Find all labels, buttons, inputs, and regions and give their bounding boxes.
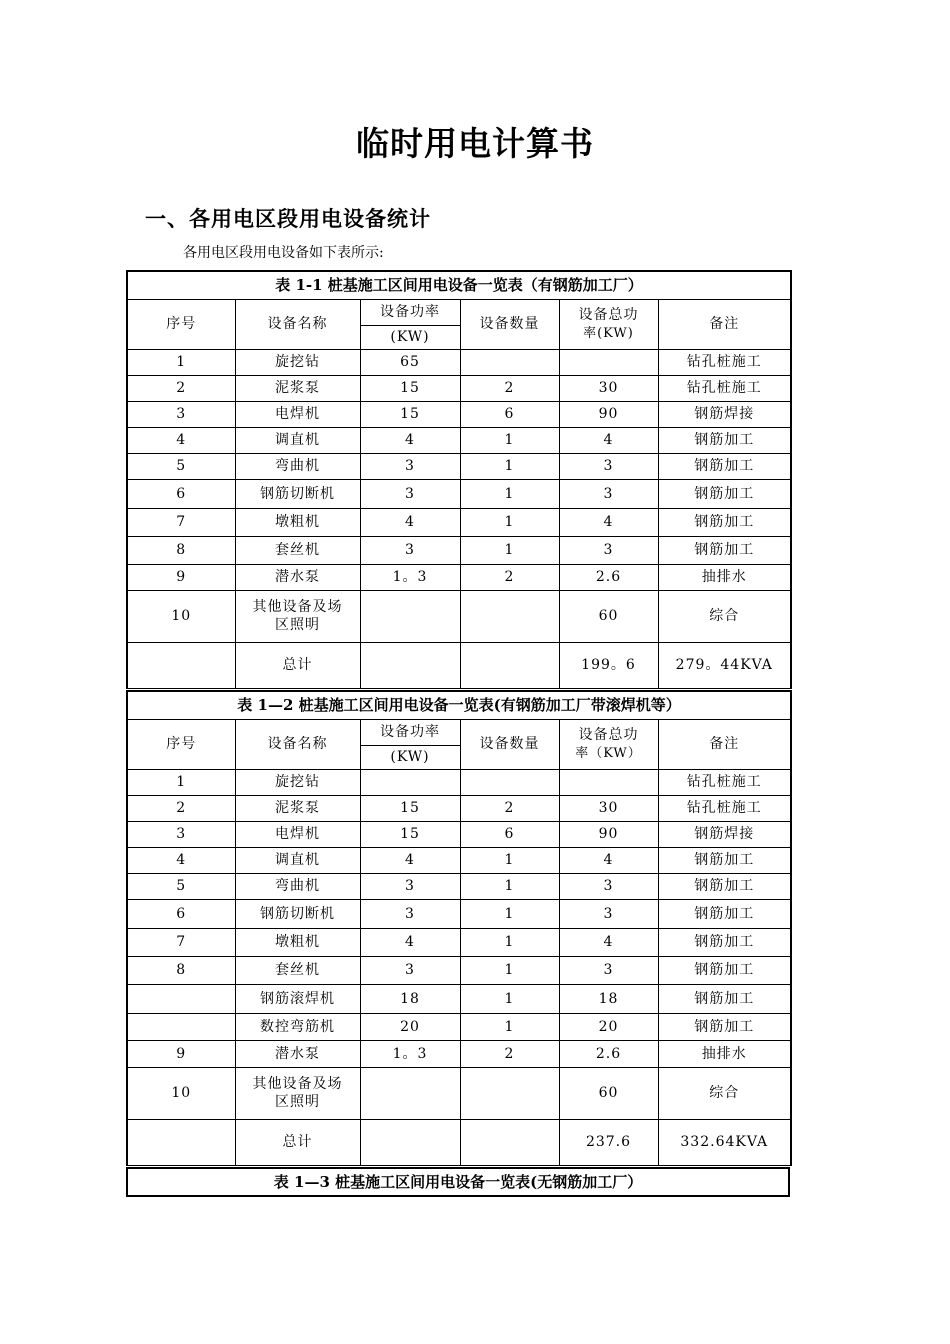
sum-label: 总计 <box>235 1119 360 1165</box>
cell-name: 套丝机 <box>235 536 360 564</box>
cell-power: 3 <box>360 956 460 984</box>
table-row <box>127 821 791 847</box>
cell-note: 钻孔桩施工 <box>658 349 791 375</box>
cell-name: 旋挖钻 <box>235 769 360 795</box>
table-row <box>127 956 791 984</box>
cell-name: 弯曲机 <box>235 873 360 899</box>
cell-note: 钢筋加工 <box>658 956 791 984</box>
cell-seq: 7 <box>127 928 235 956</box>
cell-power: 3 <box>360 536 460 564</box>
table-caption: 表 1—3 桩基施工区间用电设备一览表(无钢筋加工厂） <box>127 1168 789 1196</box>
table-row <box>127 349 791 375</box>
cell-power: 1。3 <box>360 1040 460 1067</box>
cell-seq: 6 <box>127 479 235 508</box>
cell-total: 18 <box>559 984 658 1013</box>
cell-name: 潜水泵 <box>235 564 360 590</box>
table-caption: 表 1—2 桩基施工区间用电设备一览表(有钢筋加工厂带滚焊机等） <box>127 691 791 719</box>
cell-power: 3 <box>360 453 460 479</box>
cell-note: 钢筋加工 <box>658 1013 791 1040</box>
cell-power: 4 <box>360 928 460 956</box>
cell-power: 3 <box>360 479 460 508</box>
cell-seq: 2 <box>127 375 235 401</box>
cell-note: 综合 <box>658 1067 791 1119</box>
cell-power: 15 <box>360 821 460 847</box>
cell-power <box>360 642 460 688</box>
cell-seq: 5 <box>127 453 235 479</box>
cell-name: 套丝机 <box>235 956 360 984</box>
cell-seq: 4 <box>127 427 235 453</box>
table-row <box>127 427 791 453</box>
header-seq: 序号 <box>127 299 235 349</box>
sum-kva: 279。44KVA <box>658 642 791 688</box>
table-row <box>127 1040 791 1067</box>
cell-qty <box>460 1067 559 1119</box>
table-row <box>127 375 791 401</box>
cell-total: 60 <box>559 590 658 642</box>
cell-name: 旋挖钻 <box>235 349 360 375</box>
header-name: 设备名称 <box>235 719 360 769</box>
table-row <box>127 564 791 590</box>
section-heading: 一、各用电区段用电设备统计 <box>145 207 431 231</box>
cell-total: 20 <box>559 1013 658 1040</box>
cell-power: 3 <box>360 873 460 899</box>
cell-note: 抽排水 <box>658 564 791 590</box>
cell-power <box>360 769 460 795</box>
cell-qty: 1 <box>460 928 559 956</box>
cell-qty: 1 <box>460 479 559 508</box>
cell-seq: 10 <box>127 1067 235 1119</box>
cell-total <box>559 769 658 795</box>
cell-name: 泥浆泵 <box>235 375 360 401</box>
sum-total: 199。6 <box>559 642 658 688</box>
cell-total: 3 <box>559 453 658 479</box>
cell-qty <box>460 769 559 795</box>
cell-total: 3 <box>559 536 658 564</box>
cell-name: 电焊机 <box>235 821 360 847</box>
cell-name: 墩粗机 <box>235 928 360 956</box>
cell-total: 4 <box>559 508 658 536</box>
cell-note: 钢筋加工 <box>658 479 791 508</box>
header-power-unit: (KW) <box>360 325 460 349</box>
cell-power: 18 <box>360 984 460 1013</box>
equipment-table-3 <box>126 1167 790 1197</box>
cell-power: 15 <box>360 795 460 821</box>
cell-seq: 3 <box>127 821 235 847</box>
cell-qty: 1 <box>460 847 559 873</box>
cell-name: 泥浆泵 <box>235 795 360 821</box>
cell-qty: 6 <box>460 821 559 847</box>
cell-note: 钢筋焊接 <box>658 401 791 427</box>
table-row <box>127 899 791 928</box>
header-note: 备注 <box>658 719 791 769</box>
cell-note: 钢筋加工 <box>658 899 791 928</box>
cell-name: 钢筋滚焊机 <box>235 984 360 1013</box>
cell-seq: 8 <box>127 536 235 564</box>
header-power-unit: (KW) <box>360 745 460 769</box>
header-power: 设备功率 <box>360 719 460 745</box>
header-seq: 序号 <box>127 719 235 769</box>
cell-total: 30 <box>559 795 658 821</box>
cell-qty: 2 <box>460 564 559 590</box>
sum-total: 237.6 <box>559 1119 658 1165</box>
cell-total: 3 <box>559 899 658 928</box>
cell-power: 4 <box>360 508 460 536</box>
cell-seq: 3 <box>127 401 235 427</box>
section-intro: 各用电区段用电设备如下表所示: <box>183 245 384 261</box>
cell-power: 65 <box>360 349 460 375</box>
cell-seq: 9 <box>127 1040 235 1067</box>
cell-power: 20 <box>360 1013 460 1040</box>
cell-total: 2.6 <box>559 564 658 590</box>
cell-total: 4 <box>559 847 658 873</box>
cell-power: 4 <box>360 427 460 453</box>
document-title: 临时用电计算书 <box>356 124 594 163</box>
table-row <box>127 401 791 427</box>
table-row <box>127 795 791 821</box>
table-row <box>127 536 791 564</box>
cell-total: 4 <box>559 928 658 956</box>
cell-total: 2.6 <box>559 1040 658 1067</box>
cell-qty: 1 <box>460 536 559 564</box>
cell-name: 其他设备及场 区照明 <box>235 1067 360 1119</box>
cell-name: 潜水泵 <box>235 1040 360 1067</box>
cell-total: 3 <box>559 479 658 508</box>
header-note: 备注 <box>658 299 791 349</box>
cell-note: 钢筋加工 <box>658 427 791 453</box>
cell-seq: 9 <box>127 564 235 590</box>
table-row <box>127 928 791 956</box>
table-caption: 表 1-1 桩基施工区间用电设备一览表（有钢筋加工厂） <box>127 271 791 299</box>
cell-qty: 1 <box>460 427 559 453</box>
equipment-table-2 <box>126 690 792 1166</box>
cell-qty: 2 <box>460 1040 559 1067</box>
table-row <box>127 847 791 873</box>
cell-note: 钢筋焊接 <box>658 821 791 847</box>
cell-qty <box>460 1119 559 1165</box>
cell-qty: 1 <box>460 453 559 479</box>
cell-seq <box>127 642 235 688</box>
cell-note: 钢筋加工 <box>658 847 791 873</box>
header-total: 设备总功 率(KW) <box>559 299 658 349</box>
cell-power: 15 <box>360 375 460 401</box>
cell-power: 1。3 <box>360 564 460 590</box>
cell-qty: 1 <box>460 508 559 536</box>
cell-qty: 1 <box>460 956 559 984</box>
cell-note: 钢筋加工 <box>658 928 791 956</box>
cell-qty <box>460 349 559 375</box>
cell-total: 90 <box>559 821 658 847</box>
cell-qty: 2 <box>460 795 559 821</box>
table-row <box>127 1013 791 1040</box>
cell-name: 调直机 <box>235 847 360 873</box>
cell-qty: 1 <box>460 899 559 928</box>
table-row <box>127 508 791 536</box>
table-row <box>127 873 791 899</box>
cell-seq <box>127 984 235 1013</box>
table-row <box>127 984 791 1013</box>
cell-name: 钢筋切断机 <box>235 479 360 508</box>
cell-total: 3 <box>559 956 658 984</box>
header-power: 设备功率 <box>360 299 460 325</box>
cell-seq <box>127 1013 235 1040</box>
cell-seq: 7 <box>127 508 235 536</box>
equipment-table-1 <box>126 270 792 689</box>
cell-note: 钢筋加工 <box>658 984 791 1013</box>
cell-power: 4 <box>360 847 460 873</box>
cell-seq: 1 <box>127 769 235 795</box>
cell-power <box>360 590 460 642</box>
cell-qty: 6 <box>460 401 559 427</box>
cell-seq: 2 <box>127 795 235 821</box>
cell-seq: 10 <box>127 590 235 642</box>
cell-qty <box>460 642 559 688</box>
cell-power: 3 <box>360 899 460 928</box>
cell-note: 钢筋加工 <box>658 453 791 479</box>
cell-power: 15 <box>360 401 460 427</box>
cell-note: 综合 <box>658 590 791 642</box>
cell-total: 4 <box>559 427 658 453</box>
cell-total: 3 <box>559 873 658 899</box>
cell-total: 30 <box>559 375 658 401</box>
cell-qty: 2 <box>460 375 559 401</box>
cell-note: 抽排水 <box>658 1040 791 1067</box>
cell-seq: 4 <box>127 847 235 873</box>
cell-qty: 1 <box>460 1013 559 1040</box>
cell-name: 钢筋切断机 <box>235 899 360 928</box>
cell-name: 电焊机 <box>235 401 360 427</box>
cell-note: 钻孔桩施工 <box>658 769 791 795</box>
table-row <box>127 479 791 508</box>
header-qty: 设备数量 <box>460 719 559 769</box>
cell-seq: 1 <box>127 349 235 375</box>
cell-name: 弯曲机 <box>235 453 360 479</box>
cell-note: 钢筋加工 <box>658 873 791 899</box>
cell-total <box>559 349 658 375</box>
cell-note: 钻孔桩施工 <box>658 795 791 821</box>
cell-total: 60 <box>559 1067 658 1119</box>
sum-label: 总计 <box>235 642 360 688</box>
cell-note: 钻孔桩施工 <box>658 375 791 401</box>
cell-note: 钢筋加工 <box>658 536 791 564</box>
cell-qty: 1 <box>460 873 559 899</box>
cell-name: 其他设备及场 区照明 <box>235 590 360 642</box>
table-row <box>127 453 791 479</box>
cell-power <box>360 1119 460 1165</box>
table-row <box>127 769 791 795</box>
sum-kva: 332.64KVA <box>658 1119 791 1165</box>
cell-name: 调直机 <box>235 427 360 453</box>
header-qty: 设备数量 <box>460 299 559 349</box>
cell-qty: 1 <box>460 984 559 1013</box>
cell-power <box>360 1067 460 1119</box>
cell-seq: 8 <box>127 956 235 984</box>
header-total: 设备总功 率（KW） <box>559 719 658 769</box>
cell-name: 数控弯筋机 <box>235 1013 360 1040</box>
cell-name: 墩粗机 <box>235 508 360 536</box>
cell-seq <box>127 1119 235 1165</box>
cell-seq: 6 <box>127 899 235 928</box>
header-name: 设备名称 <box>235 299 360 349</box>
cell-qty <box>460 590 559 642</box>
cell-seq: 5 <box>127 873 235 899</box>
cell-total: 90 <box>559 401 658 427</box>
cell-note: 钢筋加工 <box>658 508 791 536</box>
